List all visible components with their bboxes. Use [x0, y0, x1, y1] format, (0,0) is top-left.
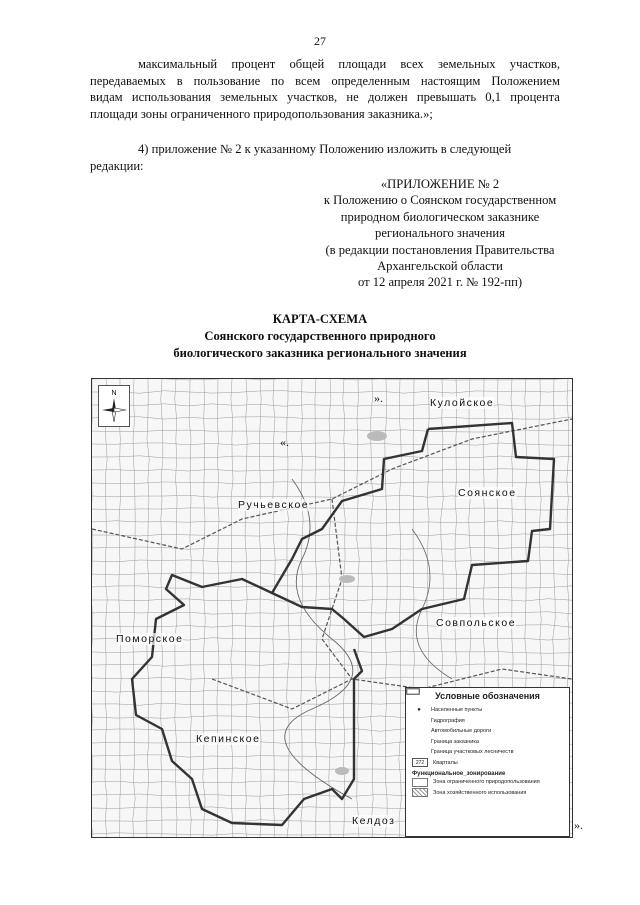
quarter-grid-line: [399, 379, 401, 837]
quarter-grid-line: [92, 521, 572, 523]
word: площади: [338, 57, 387, 71]
quarter-grid-line: [92, 677, 572, 679]
quarter-grid-line: [161, 379, 163, 837]
word: по: [271, 73, 285, 88]
word: максимальный: [138, 57, 218, 71]
quarter-grid-line: [371, 379, 373, 837]
label-soyanskoe: Соянское: [458, 487, 517, 499]
quarter-grid-line: [105, 379, 107, 837]
quarter-grid-line: [92, 482, 572, 484]
quarter-grid-line: [92, 508, 572, 510]
appendix-line: (в редакции постановления Правительства: [325, 242, 555, 257]
quarter-grid-line: [92, 534, 572, 536]
appendix-line: природном биологическом заказнике: [340, 209, 540, 224]
word: передаваемых: [90, 73, 166, 88]
forestry-border-icon: [412, 749, 426, 756]
legend-row-roads: [406, 726, 569, 737]
legend-row-hydrography: [406, 716, 569, 727]
legend-row-zone-economic: [406, 788, 569, 799]
word: Положением: [491, 73, 560, 88]
paragraph-1-line: [90, 56, 560, 73]
heading-line: КАРТА-СХЕМА: [272, 312, 368, 326]
word: видам: [90, 90, 123, 104]
quarter-grid-line: [92, 599, 572, 601]
quarter-grid-line: [119, 379, 121, 837]
appendix-line: регионального значения: [375, 226, 505, 241]
quarter-grid-line: [92, 664, 572, 666]
legend-row-forestry-border: [406, 747, 569, 758]
word: всех: [400, 57, 424, 71]
appendix-line: к Положению о Соянском государственном: [323, 193, 557, 208]
hydrography-icon: [412, 717, 426, 724]
quarter-grid-line: [92, 547, 572, 549]
legend-label-roads: Автомобильные дороги: [431, 728, 492, 735]
word: использования: [131, 90, 211, 104]
reserve-border-icon: [412, 738, 426, 745]
map-heading: [0, 311, 640, 362]
lake: [335, 767, 349, 775]
word: превышать: [416, 90, 477, 104]
quarter-grid-line: [92, 456, 572, 458]
map-scheme: [91, 378, 573, 838]
appendix-line: Архангельской области: [377, 259, 503, 274]
word: земельных: [220, 90, 278, 104]
settlement-icon: ●: [417, 707, 421, 714]
legend-row-quarters: [406, 758, 569, 769]
word: определенным: [331, 73, 410, 88]
quarter-grid-line: [92, 391, 572, 393]
compass-icon: [99, 386, 129, 426]
quarter-grid-line: [92, 417, 572, 419]
quarter-grid-line: [92, 379, 572, 380]
legend-row-reserve-border: [406, 737, 569, 748]
quote-mark-open: «.: [280, 435, 289, 449]
quarter-grid-line: [92, 586, 572, 588]
compass-rose: [98, 385, 130, 427]
quarter-grid-line: [92, 443, 572, 445]
compass-label: N: [111, 390, 117, 397]
word: площади зоны ограниченного природопользования заказника.»;: [90, 106, 433, 121]
word: настоящим: [420, 73, 481, 88]
quarter-grid-line: [92, 560, 572, 562]
quarter-grid-line: [92, 469, 572, 471]
label-sovpolskoe: Совпольское: [436, 617, 517, 629]
legend-row-zone-limited: [406, 777, 569, 788]
paragraph-2-line-1: 4) приложение № 2 к указанному Положению изложить в следующей: [138, 142, 512, 156]
heading-line: биологического заказника регионального значения: [173, 346, 467, 360]
forestry-border: [92, 419, 572, 549]
legend-label-quarters: Кварталы: [433, 759, 458, 766]
word: должен: [367, 90, 408, 104]
paragraph-2-line-2: редакции:: [90, 158, 144, 173]
legend-label-zone-economic: Зона хозяйственного использования: [433, 789, 527, 796]
appendix-caption: [270, 176, 610, 291]
quarter-grid-line: [92, 379, 93, 837]
legend-label-zone-limited: Зона ограниченного природопользования: [433, 779, 540, 786]
label-keldozero: Келдоз: [352, 815, 396, 827]
paragraph-1-line: [90, 89, 560, 106]
quarter-grid-line: [147, 379, 149, 837]
quarter-grid-line: [273, 379, 275, 837]
word: 0,1: [485, 90, 502, 104]
word: в: [176, 73, 183, 88]
quarter-grid-line: [189, 379, 191, 837]
word: всем: [295, 73, 321, 88]
paragraph-1-line: [90, 106, 560, 123]
paragraph-1: [90, 56, 560, 122]
paragraph-1-line: [90, 73, 560, 90]
lake: [367, 431, 387, 441]
quarter-grid-line: [259, 379, 261, 837]
zone-economic-swatch: [412, 788, 428, 797]
legend-label-hydrography: Гидрография: [431, 717, 465, 724]
appendix-line: от 12 апреля 2021 г. № 192-пп): [357, 275, 523, 290]
word: процента: [510, 90, 560, 104]
label-kepinskoe: Кепинское: [196, 733, 261, 745]
legend-zoning-title: Функциональное_зонирование: [412, 771, 506, 777]
road-icon: [412, 728, 426, 735]
quarter-grid-line: [92, 430, 572, 432]
paragraph-2: [90, 141, 560, 174]
quarter-grid-line: [133, 379, 135, 837]
map-legend: [405, 687, 570, 837]
word: участков,: [287, 90, 338, 104]
label-pomorskoe: Поморское: [116, 633, 184, 645]
label-ruchevskoe: Ручьевское: [238, 499, 310, 511]
word: процент: [231, 57, 276, 71]
legend-label-reserve-border: Граница заказника: [431, 738, 479, 745]
legend-label-forestry-border: Граница участковых лесничеств: [431, 749, 514, 756]
appendix-line: «ПРИЛОЖЕНИЕ № 2: [380, 177, 500, 191]
quarter-grid-line: [245, 379, 247, 837]
heading-line: Соянского государственного природного: [204, 329, 436, 343]
quarter-sample: 272: [412, 758, 428, 767]
legend-label-settlements: Населенные пункты: [431, 707, 483, 714]
label-kuloyskoe: Кулойское: [430, 397, 495, 409]
quote-mark-end: ».: [574, 818, 583, 832]
quarter-grid-line: [385, 379, 387, 837]
legend-row-settlements: [406, 705, 569, 716]
quarter-grid-line: [92, 404, 572, 406]
page-number: 27: [314, 34, 326, 48]
word: участков,: [509, 57, 560, 71]
quarter-grid-line: [203, 379, 205, 837]
word: не: [346, 90, 359, 104]
quote-mark-top: ».: [374, 391, 383, 405]
word: общей: [289, 57, 325, 71]
word: пользование: [193, 73, 261, 88]
word: земельных: [437, 57, 496, 71]
reserve-boundary: [272, 429, 428, 593]
zone-limited-swatch: [412, 778, 428, 787]
quarter-grid-line: [217, 379, 219, 837]
quarter-grid-line: [357, 379, 359, 837]
quarter-grid-line: [92, 573, 572, 575]
lake: [339, 575, 355, 583]
legend-title: Условные обозначения: [435, 691, 540, 701]
